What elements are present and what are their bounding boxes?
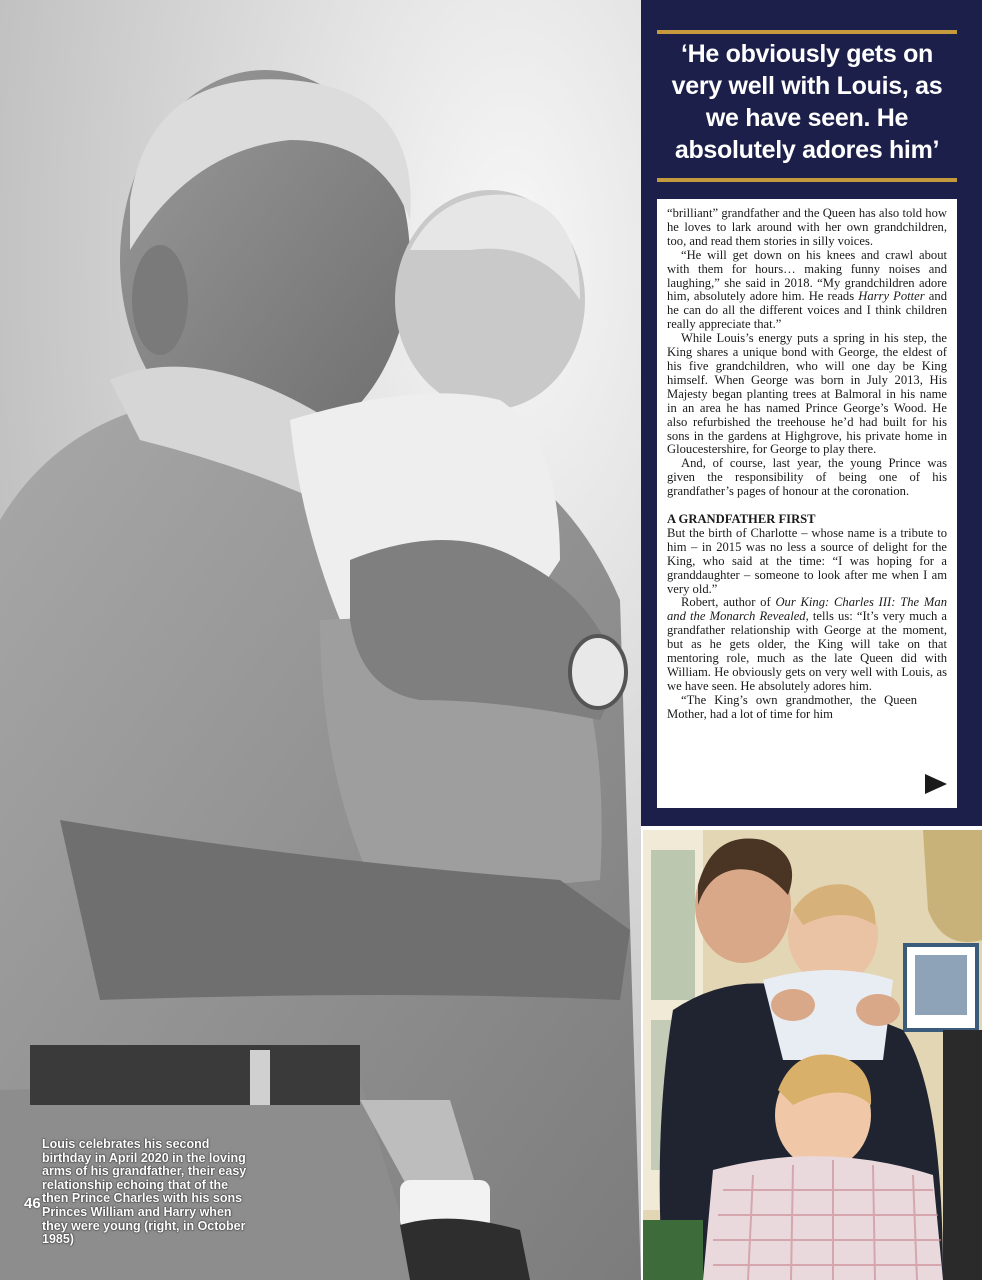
book-title: Harry Potter: [858, 289, 925, 304]
article-paragraph: But the birth of Charlotte – whose name is a tribute to him – in 2015 was no less a source of delight for the King, who said at the time: “I was hoping for a granddaughter – someone to look after me when I am very old.”: [667, 525, 947, 596]
secondary-photo-illustration: [643, 830, 982, 1280]
article-paragraph: “brilliant” grandfather and the Queen has also told how he loves to lark around with her own grandchildren, too, and read them stories in silly voices.: [667, 206, 947, 248]
book-title: Our King: Charles III: The Man and the Monarch Revealed: [667, 595, 947, 624]
photo-caption: Louis celebrates his second birthday in April 2020 in the loving arms of his grandfather, their easy relationship echoing that of the then Prince Charles with his sons Princes William and Harry when they were young (right, in October 1985): [42, 1137, 247, 1247]
article-text: Robert, author of: [681, 595, 776, 610]
navy-panel: [641, 0, 982, 826]
article-subhead: A GRANDFATHER FIRST: [667, 512, 816, 527]
article-paragraph: [667, 249, 947, 332]
article-text: “He will get down on his knees and crawl about with them for hours… making funny noises and laughing,” she said in 2018. “My grandchildren adore him, absolutely adore him. He reads: [667, 247, 947, 304]
article-text: , tells us: “It’s very much a grandfather relationship with George at the moment, but as he gets older, the King will take on that mentoring role, much as the late Queen did with William. He obviously gets on very well with Louis, as we have seen. He absolutely adores him.: [667, 609, 947, 693]
article-body: [657, 199, 957, 808]
article-text: and he can do all the different voices and I think children really appreciate that.”: [667, 289, 947, 332]
triangle-arrow-icon: [925, 774, 947, 794]
pull-quote: ‘He obviously gets on very well with Louis, as we have seen. He absolutely adores him’: [671, 40, 943, 164]
article-paragraph: [667, 596, 947, 693]
article-paragraph: “The King’s own grandmother, the Queen Mother, had a lot of time for him: [667, 692, 917, 721]
gold-rule-top: [657, 30, 957, 34]
gold-rule-bottom: [657, 178, 957, 182]
secondary-photo: [643, 830, 982, 1280]
article-paragraph: While Louis’s energy puts a spring in his step, the King shares a unique bond with George, the eldest of his five grandchildren, who will one day be King himself. When George was born in July 2013, His Majesty began planting trees at Balmoral in his name in an area he has named Prince George’s Wood. He also refurbished the treehouse he’d had built for his sons in the gardens at Highgrove, his private home in Gloucestershire, for George to play there.: [667, 331, 947, 457]
page-number: 46: [24, 1195, 41, 1212]
article-paragraph: And, of course, last year, the young Prince was given the responsibility of being one of his grandfather’s pages of honour at the coronation.: [667, 456, 947, 499]
